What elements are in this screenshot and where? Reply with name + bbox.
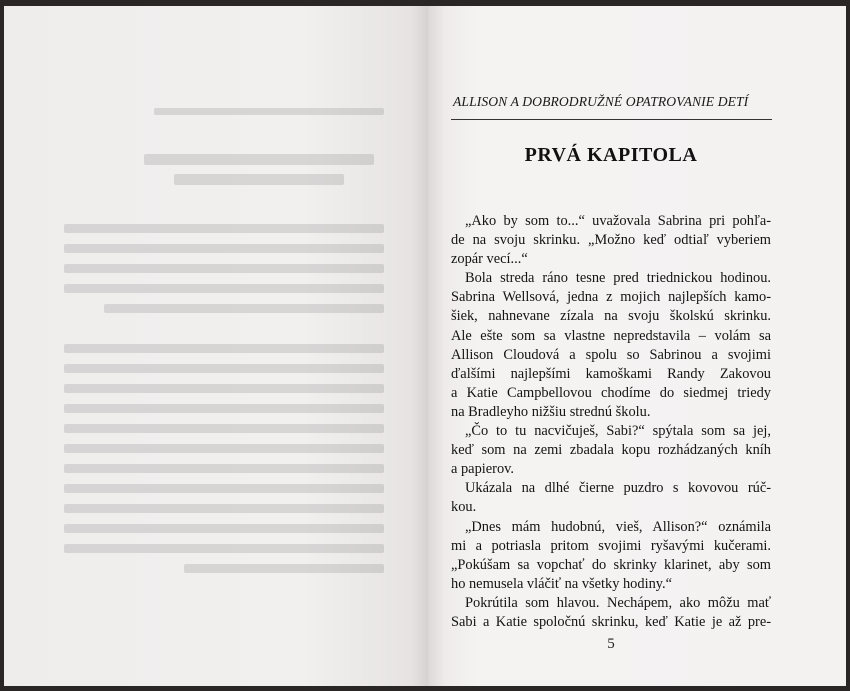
running-header: ALLISON A DOBRODRUŽNÉ OPATROVANIE DETÍ [453,94,749,109]
text-line: šiek, nahnevane zízala na svoju školskú skrinku. [451,308,771,325]
header-rule [451,119,772,120]
text-line: kou. [451,499,477,516]
left-page-show-through [4,6,428,686]
text-line: ďalšími najlepšími kamoškami Randy Zakovou [451,365,771,382]
text-line: Bola streda ráno tesne pred triednickou hodinou. [465,270,771,287]
text-line: Ukázala na dlhé čierne puzdro s kovovou rúč- [465,480,771,497]
chapter-title: PRVÁ KAPITOLA [524,144,698,166]
text-line: de na svoju skrinku. „Možno keď odtiaľ vyberiem [451,232,771,249]
text-line: zopár vecí...“ [451,251,528,268]
text-line: a Katie Campbellovou chodíme do siedmej triedy [451,384,771,401]
text-line: Allison Cloudová a spolu so Sabrinou a svojimi [451,346,771,363]
text-line: ho nemusela vláčiť na všetky hodiny.“ [451,575,673,592]
text-line: mi a potriasla pritom svojimi ryšavými kučerami. [451,537,771,554]
text-line: Sabi a Katie spoločnú skrinku, keď Katie je až pre- [451,613,771,630]
text-line: a papierov. [451,461,514,478]
page-number: 5 [607,636,615,652]
text-line: Pokrútila som hlavou. Nechápem, ako môžu mať [465,594,771,611]
body-text [451,212,771,632]
text-line: „Pokúšam sa vopchať do skrinky klarinet, aby som [451,556,771,573]
text-line: Ale ešte som sa vlastne nepredstavila – volám sa [451,327,771,344]
text-line: Sabrina Wellsová, jedna z mojich najlepších kamo- [451,289,771,306]
text-line: na Bradleyho nižšiu strednú školu. [451,403,651,420]
text-line: keď som na zemi zbadala kopu rozhádzaných kníh [451,442,771,459]
text-line: „Čo to tu nacvičuješ, Sabi?“ spýtala som sa jej, [465,423,771,440]
text-line: „Dnes mám hudobnú, vieš, Allison?“ oznámila [465,518,771,535]
text-line: „Ako by som to...“ uvažovala Sabrina pri pohľa- [465,213,771,229]
